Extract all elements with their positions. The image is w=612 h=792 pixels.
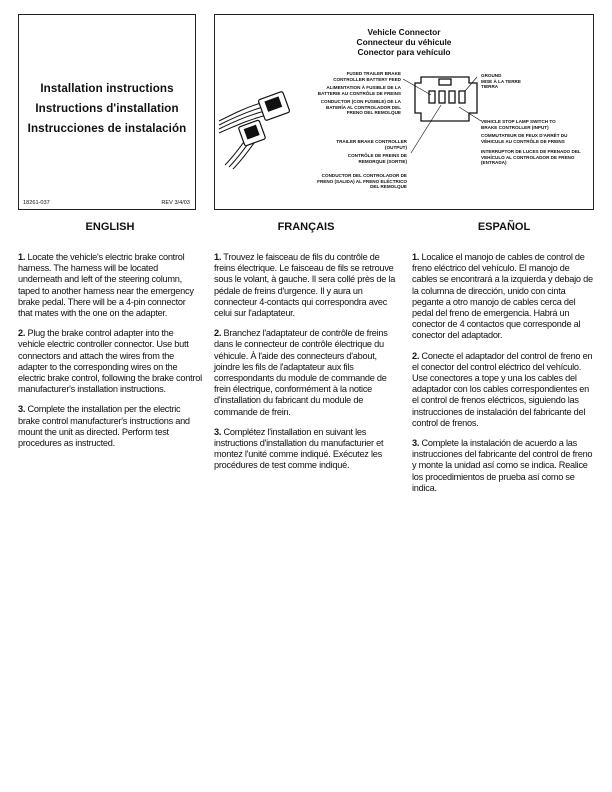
spanish-step-3: 3. Complete la instalación de acuerdo a las instrucciones del fabricante del control de freno y monte la unidad así como se indica. Realice los procedimientos de prueba así como se indica. [412, 438, 593, 493]
english-column [18, 220, 202, 458]
diagram-heading-es: Conector para vehículo [357, 47, 451, 57]
english-step-3: 3. Complete the installation per the electric brake control manufacturer's instructions and mount the unit as directed. Perform test procedures as instructed. [18, 404, 190, 449]
adapter-harness-icon [219, 91, 290, 169]
english-step-1: 1. Locate the vehicle's electric brake control harness. The harness will be located underneath and left of the steering column, taped to another harness near the emergency brake pedal. There will be a 4-pin connector that mates with the one on the adapter. [18, 252, 194, 319]
title-box [18, 14, 196, 210]
spanish-step-2: 2. Conecte el adaptador del control de freno en el conector del control eléctrico del vehículo. Use conectores a tope y una los cables del adaptador con los cables correspondientes en el control de frenos eléctricos, siguiendo las instrucciones de instalación del fabricante del control de frenos. [412, 350, 593, 428]
label-output-es: CONDUCTOR DEL CONTROLADOR DE FRENO (SALIDA) AL FRENO ELÉCTRICO DEL REMOLQUE [317, 173, 407, 190]
spanish-heading: ESPAÑOL [477, 221, 531, 233]
spanish-column [412, 220, 596, 503]
diagram-heading-fr: Connecteur du véhicule [356, 37, 452, 47]
title-english: Installation instructions [40, 82, 174, 95]
vehicle-connector-icon [415, 77, 477, 121]
french-step-2: 2. Branchez l'adaptateur de contrôle de freins dans le connecteur de contrôle électrique du véhicule. À l'aide des connecteurs d'about, joindre les fils de l'adaptateur aux fils correspondants du module de commande de frein électrique, conformément à la notice d'installation du fabricant du module de commande de frein. [214, 328, 388, 417]
label-output: TRAILER BRAKE CONTROLLER (OUTPUT) [336, 139, 407, 150]
diagram-heading-en: Vehicle Connector [367, 27, 441, 37]
title-spanish: Instrucciones de instalación [27, 122, 187, 135]
label-input-es: INTERRUPTOR DE LUCES DE FRENADO DEL VEHÍCULO AL CONTROLADOR DE FRENO (ENTRADA) [481, 149, 581, 166]
french-step-1: 1. Trouvez le faisceau de fils du contrôle de freins électrique. Le faisceau de fils se retrouve sous le volant, à gauche. Il sera collé près de la pédale de freins d'urgence. Il y aura un connecteur 4-contacts qui correspondra avec celui sur l'adaptateur. [214, 252, 396, 319]
revision-date: REV 3/4/03 [161, 200, 190, 206]
label-ground: GROUND MISE À LA TERRE TIERRA [481, 73, 521, 90]
document-number: 18261-037 [23, 200, 50, 206]
french-column [214, 220, 398, 481]
french-heading: FRANÇAIS [277, 221, 335, 233]
label-input: VEHICLE STOP LAMP SWITCH TO BRAKE CONTROLLER (INPUT) [481, 119, 556, 130]
label-battery-feed-es: CONDUCTOR (CON FUSIBLE) DE LA BATERÍA AL CONTROLADOR DEL FRENO DEL REMOLQUE [320, 99, 401, 116]
document-titles [19, 79, 195, 139]
connector-diagram [214, 14, 594, 210]
english-step-2: 2. Plug the brake control adapter into the vehicle electric controller connector. Use butt connectors and attach the wires from the adapter to the corresponding wires on the electric brake control, following the brake control manufacturer's installation instructions. [18, 328, 202, 395]
spanish-step-1: 1. Localice el manojo de cables de control de freno eléctrico del vehículo. El manojo de cables se encontrará a la izquierda y debajo de la columna de dirección, unido con cinta pegante a otro manojo de cables cerca del pedal del freno de emergencia. Habrá un conector de 4 contactos que corresponde al conector del adaptador. [412, 252, 593, 341]
french-step-3: 3. Complétez l'installation en suivant les instructions d'installation du manufacturier et montez l'unité comme indiqué. Exécutez les procédures de test comme indiqué. [214, 426, 384, 471]
label-battery-feed: FUSED TRAILER BRAKE CONTROLLER BATTERY FEED [333, 71, 401, 82]
label-output-fr: CONTRÔLE DE FREINS DE REMORQUE (SORTIE) [347, 153, 407, 164]
label-input-fr: COMMUTATEUR DE FEUX D'ARRÊT DU VÉHICULE AU CONTRÔLE DE FREINS [481, 133, 568, 144]
english-heading: ENGLISH [85, 221, 135, 233]
title-french: Instructions d'installation [35, 102, 179, 115]
label-battery-feed-fr: ALIMENTATION À FUSIBLE DE LA BATTERIE AU CONTRÔLE DE FREINS [317, 85, 401, 96]
